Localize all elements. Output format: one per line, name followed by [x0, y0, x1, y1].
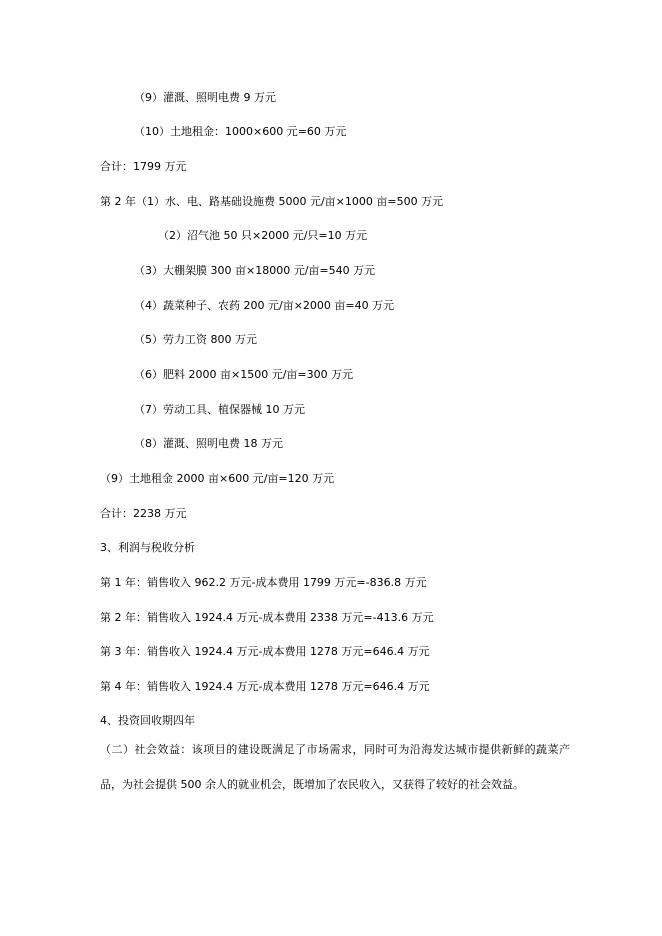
profit-y2: 第 2 年：销售收入 1924.4 万元-成本费用 2338 万元=-413.6 万元 — [100, 611, 434, 624]
cost-item-greenhouse-y2: （3）大棚架膜 300 亩×18000 元/亩=540 万元 — [134, 264, 376, 277]
cost-item-biogas-y2: （2）沼气池 50 只×2000 元/只=10 万元 — [158, 229, 368, 242]
social-benefit-paragraph: （二）社会效益：该项目的建设既满足了市场需求，同时可为沿海发达城市提供新鲜的蔬菜产品，为社会提供 500 余人的就业机会，既增加了农民收入，又获得了较好的社会效益。 — [100, 743, 570, 791]
cost-item-labor-y2: （5）劳力工资 800 万元 — [134, 333, 257, 346]
section-heading-profit: 3、利润与税收分析 — [100, 541, 195, 554]
cost-item-land-rent-y1: （10）土地租金：1000×600 元=60 万元 — [134, 125, 347, 138]
cost-item-seeds-y2: （4）蔬菜种子、农药 200 元/亩×2000 亩=40 万元 — [134, 299, 395, 312]
profit-y4: 第 4 年：销售收入 1924.4 万元-成本费用 1278 万元=646.4 万元 — [100, 680, 430, 693]
cost-item-land-rent-y2: （9）土地租金 2000 亩×600 元/亩=120 万元 — [100, 472, 335, 485]
total-y2: 合计：2238 万元 — [100, 507, 187, 520]
profit-y3: 第 3 年：销售收入 1924.4 万元-成本费用 1278 万元=646.4 万元 — [100, 645, 430, 658]
cost-item-fertilizer-y2: （6）肥料 2000 亩×1500 元/亩=300 万元 — [134, 368, 354, 381]
cost-item-irrigation-y1: （9）灌溉、照明电费 9 万元 — [134, 91, 276, 104]
cost-item-irrigation-y2: （8）灌溉、照明电费 18 万元 — [134, 437, 283, 450]
cost-item-infrastructure-y2: 第 2 年（1）水、电、路基础设施费 5000 元/亩×1000 亩=500 万元 — [100, 195, 444, 208]
cost-item-tools-y2: （7）劳动工具、植保器械 10 万元 — [134, 403, 305, 416]
total-y1: 合计：1799 万元 — [100, 160, 187, 173]
profit-y1: 第 1 年：销售收入 962.2 万元-成本费用 1799 万元=-836.8 万元 — [100, 576, 427, 589]
section-heading-payback: 4、投资回收期四年 — [100, 714, 195, 727]
